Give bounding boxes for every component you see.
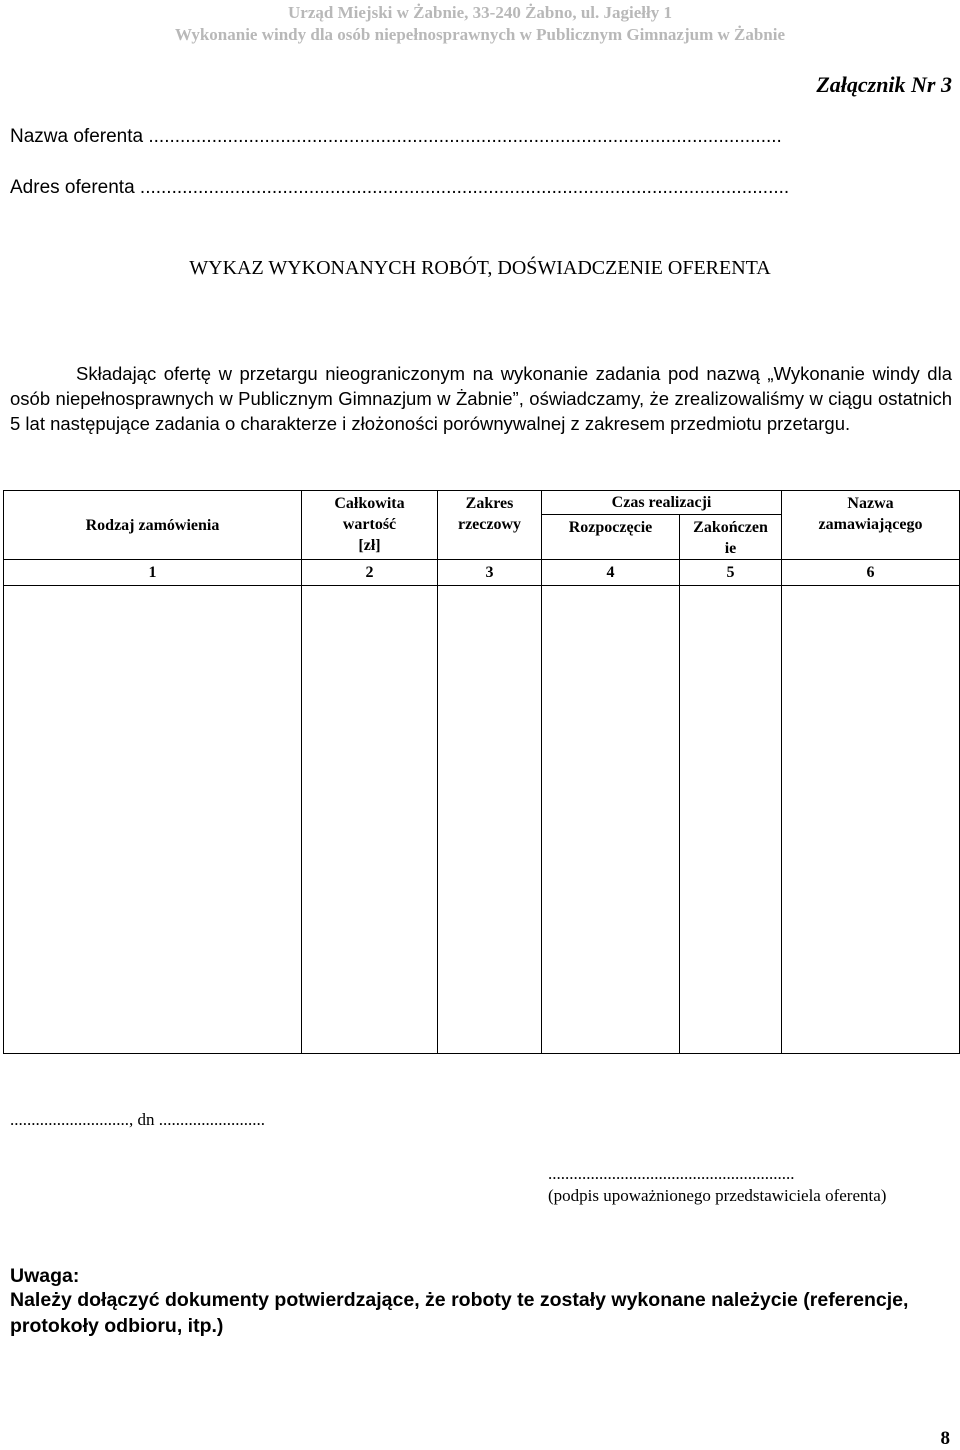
bidder-address-field: Adres oferenta ........................................................................................................................... [10,177,790,198]
note-heading: Uwaga: [10,1265,80,1287]
column-number: 3 [438,560,542,586]
annex-label: Załącznik Nr 3 [816,72,952,97]
empty-cell[interactable] [680,586,782,1054]
column-number: 6 [782,560,960,586]
column-number: 5 [680,560,782,586]
column-number: 1 [4,560,302,586]
empty-cell[interactable] [4,586,302,1054]
signature-label: (podpis upoważnionego przedstawiciela oferenta) [548,1186,887,1205]
header-scope: Zakres rzeczowy [438,491,542,560]
empty-cell[interactable] [302,586,438,1054]
header-start: Rozpoczęcie [542,515,680,560]
table-header-row [4,491,960,515]
page-number: 8 [940,1428,950,1449]
header-completion-time: Czas realizacji [542,491,782,515]
header-end: Zakończen ie [680,515,782,560]
signature-dots: .......................................................... [548,1164,795,1183]
note-line-2: protokoły odbioru, itp.) [10,1315,224,1337]
header-line-1: Urząd Miejski w Żabnie, 33-240 Żabno, ul. Jagiełły 1 [288,3,672,22]
header-order-type: Rodzaj zamówienia [4,491,302,560]
works-table [3,490,960,1054]
header-line-2: Wykonanie windy dla osób niepełnosprawnych w Publicznym Gimnazjum w Żabnie [174,25,786,44]
header-total-value: Całkowita wartość [zł] [302,491,438,560]
declaration-paragraph: Składając ofertę w przetargu nieograniczonym na wykonanie zadania pod nazwą „Wykonanie windy dla osób niepełnosprawnych w Publicznym Gimnazjum w Żabnie”, oświadczamy, że zrealizowaliśmy w ciągu ostatnich 5 lat następujące zadania o charakterze i złożoności porównywalnej z zakresem przedmiotu przetargu. [10,363,952,434]
note-line-1: Należy dołączyć dokumenty potwierdzające, że roboty te zostały wykonane należycie (referencje, [10,1289,909,1311]
header-client-name: Nazwa zamawiającego [782,491,960,560]
bidder-name-field: Nazwa oferenta ........................................................................................................................ [10,126,782,147]
document-title: WYKAZ WYKONANYCH ROBÓT, DOŚWIADCZENIE OFERENTA [189,257,771,279]
table-number-row [4,560,960,586]
empty-cell[interactable] [542,586,680,1054]
empty-cell[interactable] [782,586,960,1054]
place-date-line: ............................, dn ......................... [10,1110,265,1129]
column-number: 2 [302,560,438,586]
column-number: 4 [542,560,680,586]
empty-cell[interactable] [438,586,542,1054]
table-empty-row [4,586,960,1054]
